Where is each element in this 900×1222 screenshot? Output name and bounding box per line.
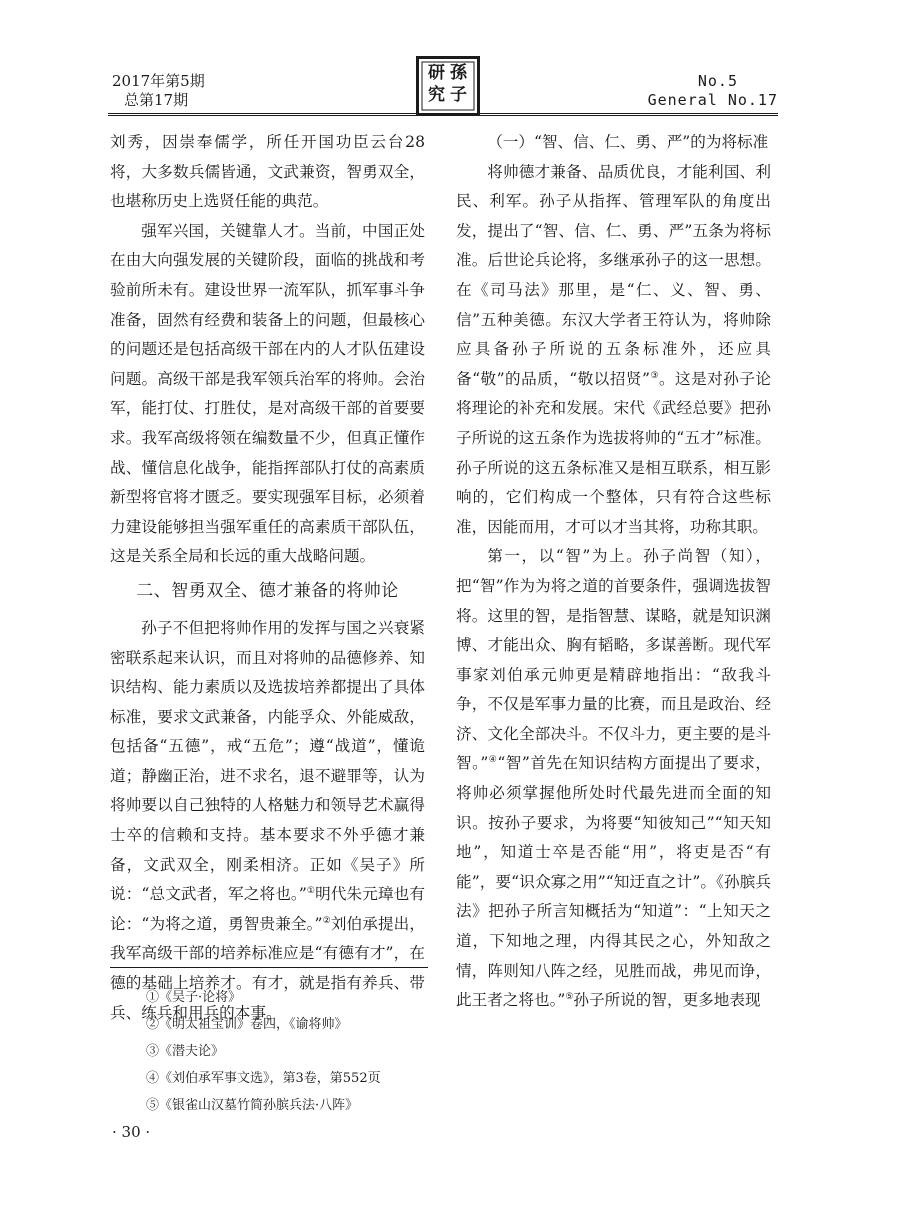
paragraph: 刘秀，因崇奉儒学，所任开国功臣云台28将，大多数兵儒皆通，文武兼资，智勇双全，也堪称历史上选贤任能的典范。	[110, 133, 425, 211]
issue-no: No.5	[697, 72, 738, 90]
right-column	[456, 128, 771, 1016]
issue-total-number: 总第17期	[124, 91, 189, 109]
footnote: ②《明太祖宝训》卷四，《谕将帅》	[146, 1017, 348, 1032]
paragraph	[456, 158, 771, 543]
paragraph-text: 孙子不但把将帅作用的发挥与国之兴衰紧密联系起来认识，而且对将帅的品德修养、知识结构、能力素质以及选拔培养都提出了具体标准，要求文武兼备，内能孚众、外能威敌，包括备“五德”，戒“五危”；遵“战道”，懂诡道；静幽正治，进不求名，退不避罪等，认为将帅要以自己独特的人格魅力和领导艺术赢得士卒的信赖和支持。基本要求不外乎德才兼备，文武双全，刚柔相济。正如《吴子》所说：“总文武者，军之将也。”	[110, 618, 425, 904]
section-heading: 二、智勇双全、德才兼备的将帅论	[136, 580, 399, 601]
seal-char: 研	[428, 63, 445, 83]
footnote-ref: ②	[322, 915, 331, 926]
left-column	[110, 128, 425, 1028]
page-number: · 30 ·	[112, 1123, 151, 1141]
seal-char: 子	[450, 85, 467, 105]
paragraph: 强军兴国，关键靠人才。当前，中国正处在由大向强发展的关键阶段，面临的挑战和考验前所未有。建设世界一流军队，抓军事斗争准备，固然有经费和装备上的问题，但最核心的问题还是包括高级干部在内的人才队伍建设问题。高级干部是我军领兵治军的将帅。会治军，能打仗、打胜仗，是对高级干部的首要要求。我军高级将领在编数量不少，但真正懂作战、懂信息化战争，能指挥部队打仗的高素质新型将官将才匮乏。要实现强军目标，必须着力建设能够担当强军重任的高素质干部队伍，这是关系全局和长远的重大战略问题。	[110, 221, 425, 566]
issue-year-number: 2017年第5期	[112, 72, 205, 90]
footnote-ref: ①	[306, 886, 316, 897]
paragraph-text: 刘伯承提出，我军高级干部的培养标准应是“有德有才”，在德的基础上培养才。有才，就是指有养兵、带兵、练兵和用兵的本事。	[110, 914, 425, 1022]
header-rule	[108, 113, 778, 116]
paragraph-text: 。这是对孙子论将理论的补充和发展。宋代《武经总要》把孙子所说的这五条作为选拔将帅的“五才”标准。孙子所说的这五条标准又是相互联系，相互影响的，它们构成一个整体，只有符合这些标准，因能而用，才可以才当其将，功称其职。	[456, 369, 771, 536]
journal-seal-logo	[416, 56, 480, 116]
paragraph-text: 孙子所说的智，更多地表现	[573, 991, 761, 1010]
seal-char: 究	[428, 85, 445, 105]
paragraph-text: 第一，以“智”为上。孙子尚智（知），把“智”作为为将之道的首要条件，强调选拔智将。这里的智，是指智慧、谋略，就是知识渊博、才能出众、胸有韬略，多谋善断。现代军事家刘伯承元帅更是精辟地指出：“敌我斗争，不仅是军事力量的比赛，而且是政治、经济、文化全部决斗。不仅斗力，更主要的是斗智。”	[456, 547, 771, 773]
journal-issue-info	[112, 72, 205, 110]
footnote: ③《潜夫论》	[146, 1044, 225, 1059]
general-no: General No.17	[647, 91, 778, 109]
footnote-ref: ③	[649, 370, 659, 381]
footnote-ref: ⑤	[565, 992, 574, 1003]
footnote: ④《刘伯承军事文选》，第3卷，第552页	[146, 1071, 381, 1086]
footnote-rule	[110, 967, 428, 968]
footnote-ref: ④	[488, 755, 498, 766]
footnotes	[146, 984, 381, 1119]
footnote: ⑤《银雀山汉墓竹简孙膑兵法·八阵》	[146, 1098, 359, 1113]
footnote: ①《吴子·论将》	[146, 990, 242, 1005]
paragraph	[456, 542, 771, 1016]
paragraph-text: 明代朱元璋也有论：“为将之道，勇智贵兼全。”	[110, 885, 425, 933]
paragraph-text: 将帅德才兼备、品质优良，才能利国、利民、利军。孙子从指挥、管理军队的角度出发，提出了“智、信、仁、勇、严”五条为将标准。后世论兵论将，多继承孙子的这一思想。在《司马法》那里，是“仁、义、智、勇、信”五种美德。东汉大学者王符认为，将帅除应具备孙子所说的五条标准外，还应具备“敬”的品质，“敬以招贤”	[456, 162, 771, 388]
journal-volume-info	[648, 72, 778, 110]
subsection-heading: （一）“智、信、仁、勇、严”的为将标准	[487, 133, 769, 151]
seal-char: 孫	[450, 63, 467, 83]
paragraph-text: “智”首先在知识结构方面提出了要求，将帅必须掌握他所处时代最先进而全面的知识。按孙子要求，为将要“知彼知己”“知天知地”，知道士卒是否能“用”，将吏是否“有能”，要“识众寡之用”“知迂直之计”。《孙膑兵法》把孙子所言知概括为“知道”：“上知天之道，下知地之理，内得其民之心，外知敌之情，阵则知八阵之经，见胜而战，弗见而诤，此王者之将也。”	[456, 754, 771, 1010]
